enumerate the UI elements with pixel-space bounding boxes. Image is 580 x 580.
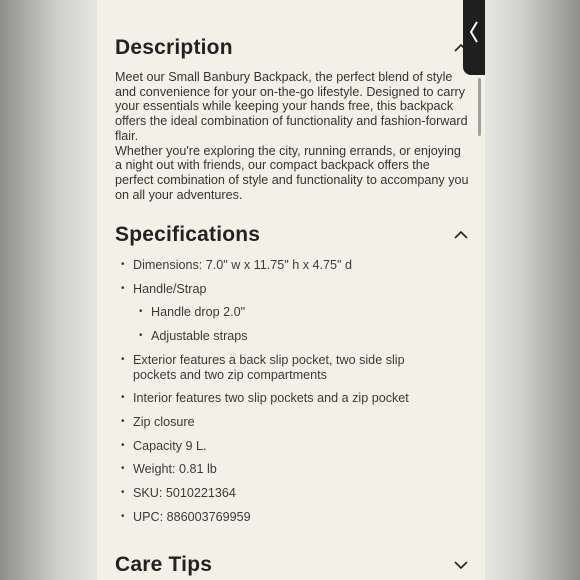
care-tips-header[interactable] <box>115 553 469 580</box>
description-header[interactable] <box>115 36 469 66</box>
care-tips-title: Care Tips <box>115 553 213 576</box>
chevron-left-icon[interactable] <box>468 20 480 44</box>
spec-item-interior: • Interior features two slip pockets and a zip pocket <box>121 391 451 406</box>
chevron-down-icon[interactable] <box>453 557 469 573</box>
specifications-header[interactable] <box>115 223 469 253</box>
description-paragraph: Meet our Small Banbury Backpack, the perfect blend of style and convenience for your on-the-go lifestyle. Designed to carry your essentials while keeping your hands free, this backpack offers the ideal combination of functionality and fashion-forward flair. <box>115 70 468 143</box>
spec-item-closure: • Zip closure <box>121 415 451 430</box>
description-paragraph: Whether you're exploring the city, running errands, or enjoying a night out with friends, our compact backpack offers the perfect combination of style and functionality to accompany you on all your adventures. <box>115 143 469 202</box>
product-details-panel <box>97 0 485 580</box>
spec-item-capacity: • Capacity 9 L. <box>121 439 451 454</box>
spec-item-handle-strap: • Handle/Strap <box>121 282 451 297</box>
spec-item-exterior: • Exterior features a back slip pocket, two side slip pockets and two zip compartments <box>121 353 451 382</box>
spec-item-upc: • UPC: 886003769959 <box>121 510 451 525</box>
spec-item-dimensions: • Dimensions: 7.0" w x 11.75" h x 4.75" d <box>121 258 451 273</box>
side-collapse-tab[interactable] <box>463 0 485 75</box>
specifications-list <box>121 258 451 533</box>
spec-subitem-adjustable-straps: • Adjustable straps <box>139 329 451 344</box>
spec-item-sku: • SKU: 5010221364 <box>121 486 451 501</box>
scrollbar-thumb[interactable] <box>478 78 481 136</box>
spec-subitem-handle-drop: • Handle drop 2.0" <box>139 305 451 320</box>
chevron-up-icon[interactable] <box>453 227 469 243</box>
description-title: Description <box>115 36 233 59</box>
specifications-title: Specifications <box>115 223 261 246</box>
spec-item-weight: • Weight: 0.81 lb <box>121 462 451 477</box>
description-body <box>115 70 471 202</box>
